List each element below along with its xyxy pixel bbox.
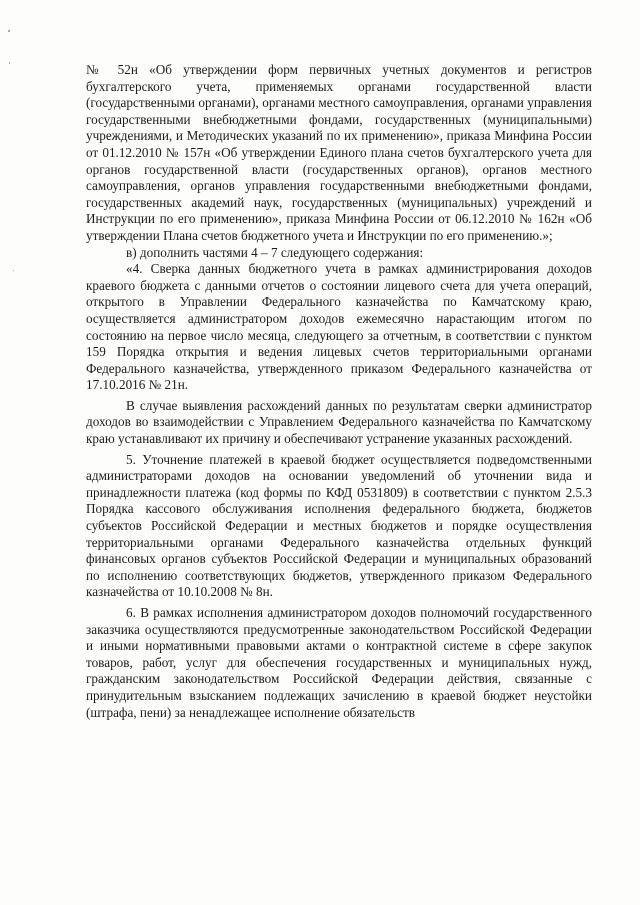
scan-speck	[9, 62, 10, 64]
scan-speck	[13, 270, 14, 271]
paragraph-amendment-intro: в) дополнить частями 4 – 7 следующего содержания:	[126, 244, 424, 260]
paragraph-part-4: «4. Сверка данных бюджетного учета в рамках администрирования доходов краевого бюджета с данными отчетов о состоянии лицевого счета для учета операций, открытого в Управлении Федерального казначейства по Камчатскому краю, осуществляется администратором доходов ежемесячно нарастающим итогом по состоянию на первое число месяца, следующего за отчетным, в соответствии с пунктом 159 Порядка открытия и ведения лицевых счетов территориальными органами Федерального казначейства, утвержденного приказом Федерального казначейства от 17.10.2016 № 21н.	[86, 261, 592, 393]
paragraph-continuation: № 52н «Об утверждении форм первичных учетных документов и регистров бухгалтерского учета, применяемых органами государственной власти (государственными органами), органами местного самоуправления, органами управления государственными внебюджетными фондами, государственных (муниципальными) учреждениями, и Методических указаний по их применению», приказа Минфина России от 01.12.2010 № 157н «Об утверждении Единого плана счетов бухгалтерского учета для органов государственной власти (государственных органов), органов местного самоуправления, органов управления государственными внебюджетными фондами, государственных академий наук, государственных (муниципальных) учреждений и Инструкции по его применению», приказа Минфина России от 06.12.2010 № 162н «Об утверждении Плана счетов бюджетного учета и Инструкции по его применению.»;	[86, 62, 592, 243]
document-body	[86, 62, 592, 721]
paragraph-part-6: 6. В рамках исполнения администратором доходов полномочий государственного заказчика осуществляются предусмотренные законодательством Российской Федерации и иными нормативными правовыми актами о контрактной системе в сфере закупок товаров, работ, услуг для обеспечения государственных и муниципальных нужд, гражданским законодательством Российской Федерации действия, связанные с принудительным взысканием подлежащих зачислению в краевой бюджет неустойки (штрафа, пени) за ненадлежащее исполнение обязательств	[86, 605, 592, 720]
scan-speck	[8, 30, 10, 32]
paragraph-part-5: 5. Уточнение платежей в краевой бюджет осуществляется подведомственными администраторами доходов на основании уведомлений об уточнении вида и принадлежности платежа (код формы по КФД 0531809) в соответствии с пунктом 2.5.3 Порядка кассового обслуживания исполнения федерального бюджета, бюджетов субъектов Российской Федерации и местных бюджетов и порядке осуществления территориальными органами Федерального казначейства отдельных функций финансовых органов субъектов Российской Федерации и муниципальных образований по исполнению соответствующих бюджетов, утвержденного приказом Федерального казначейства от 10.10.2008 № 8н.	[86, 451, 592, 600]
paragraph-discrepancies: В случае выявления расхождений данных по результатам сверки администратор доходов во взаимодействии с Управлением Федерального казначейства по Камчатскому краю устанавливают их причину и обеспечивают устранение указанных расхождений.	[86, 397, 592, 447]
